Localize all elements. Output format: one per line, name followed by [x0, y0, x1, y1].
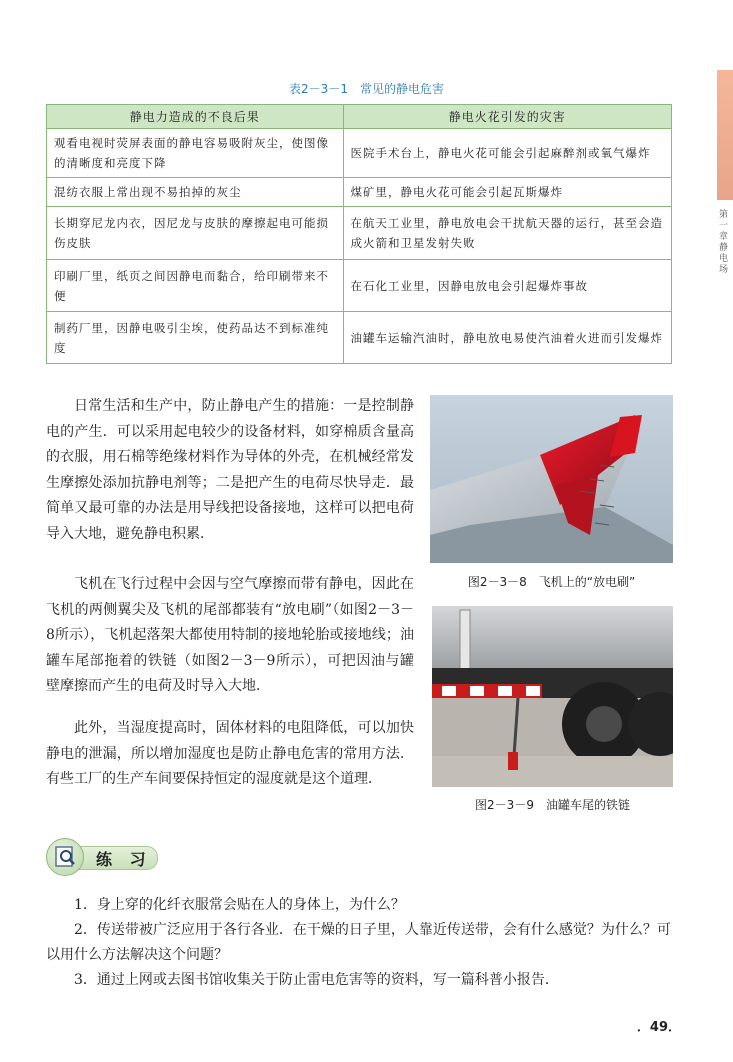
exercise-badge-circle	[46, 838, 84, 876]
paragraph-humidity: 此外，当湿度提高时，固体材料的电阻降低，可以加快静电的泄漏，所以增加湿度也是防止静电危害的常用方法．有些工厂的生产车间要保持恒定的湿度就是这个道理．	[46, 720, 414, 787]
table-cell: 混纺衣服上常出现不易拍掉的灰尘	[47, 178, 344, 207]
table-header-cell: 静电火花引发的灾害	[343, 105, 671, 129]
paragraph-prevention: 日常生活和生产中，防止静电产生的措施：一是控制静电的产生．可以采用起电较少的设备材料，如穿棉质含量高的衣服，用石棉等绝缘材料作为导体的外壳，在机械经常发生摩擦处添加抗静电剂等；二是把产生的电荷尽快导走．最简单又最可靠的办法是用导线把设备接地，这样可以把电荷导入大地，避免静电积累．	[46, 398, 414, 542]
figure-caption-tanker: 图2－3－9 油罐车尾的铁链	[475, 798, 630, 812]
table-cell: 长期穿尼龙内衣，因尼龙与皮肤的摩擦起电可能损伤皮肤	[47, 207, 344, 260]
table-cell: 油罐车运输汽油时，静电放电易使汽油着火进而引发爆炸	[343, 312, 671, 364]
table-row	[47, 260, 672, 312]
exercise-question-2: 2．传送带被广泛应用于各行各业．在干燥的日子里，人靠近传送带，会有什么感觉？为什么？可以用什么方法解决这个问题？	[46, 922, 671, 963]
exercise-badge	[46, 838, 160, 874]
table-header-cell: 静电力造成的不良后果	[47, 105, 344, 129]
exercise-title: 练 习	[96, 850, 152, 869]
table-cell: 医院手术台上，静电火花可能会引起麻醉剂或氧气爆炸	[343, 129, 671, 178]
table-caption: 表2－3－1 常见的静电危害	[289, 82, 444, 96]
table-cell: 在航天工业里，静电放电会干扰航天器的运行，甚至会造成火箭和卫星发射失败	[343, 207, 671, 260]
figure-caption-aircraft: 图2－3－8 飞机上的“放电刷”	[467, 575, 636, 589]
page-number: ．49．	[636, 1020, 681, 1035]
table-cell: 煤矿里，静电火花可能会引起瓦斯爆炸	[343, 178, 671, 207]
table-cell: 在石化工业里，因静电放电会引起爆炸事故	[343, 260, 671, 312]
table-cell: 印刷厂里，纸页之间因静电而黏合，给印刷带来不便	[47, 260, 344, 312]
tanker-truck-photo	[432, 606, 673, 787]
table-row	[47, 129, 672, 178]
magnifier-icon	[47, 839, 83, 875]
table-row	[47, 178, 672, 207]
table-cell: 制药厂里，因静电吸引尘埃，使药品达不到标准纯度	[47, 312, 344, 364]
aircraft-wing-photo	[430, 395, 673, 563]
exercise-question-3: 3．通过上网或去图书馆收集关于防止雷电危害等的资料，写一篇科普小报告．	[74, 972, 559, 988]
static-hazards-table	[46, 104, 672, 364]
table-row	[47, 312, 672, 364]
table-row	[47, 207, 672, 260]
exercise-question-1: 1．身上穿的化纤衣服常会贴在人的身体上，为什么？	[74, 897, 405, 913]
table-cell: 观看电视时荧屏表面的静电容易吸附灰尘，使图像的清晰度和亮度下降	[47, 129, 344, 178]
chapter-side-label: 第一章 静电场	[719, 210, 729, 275]
paragraph-aircraft: 飞机在飞行过程中会因与空气摩擦而带有静电，因此在飞机的两侧翼尖及飞机的尾部都装有“放电刷”（如图2－3－8所示），飞机起落架大都使用特制的接地轮胎或接地线；油罐车尾部拖着的铁链（如图2－3－9所示），可把因油与罐壁摩擦而产生的电荷及时导入大地．	[46, 576, 414, 694]
table-header-row	[47, 105, 672, 129]
